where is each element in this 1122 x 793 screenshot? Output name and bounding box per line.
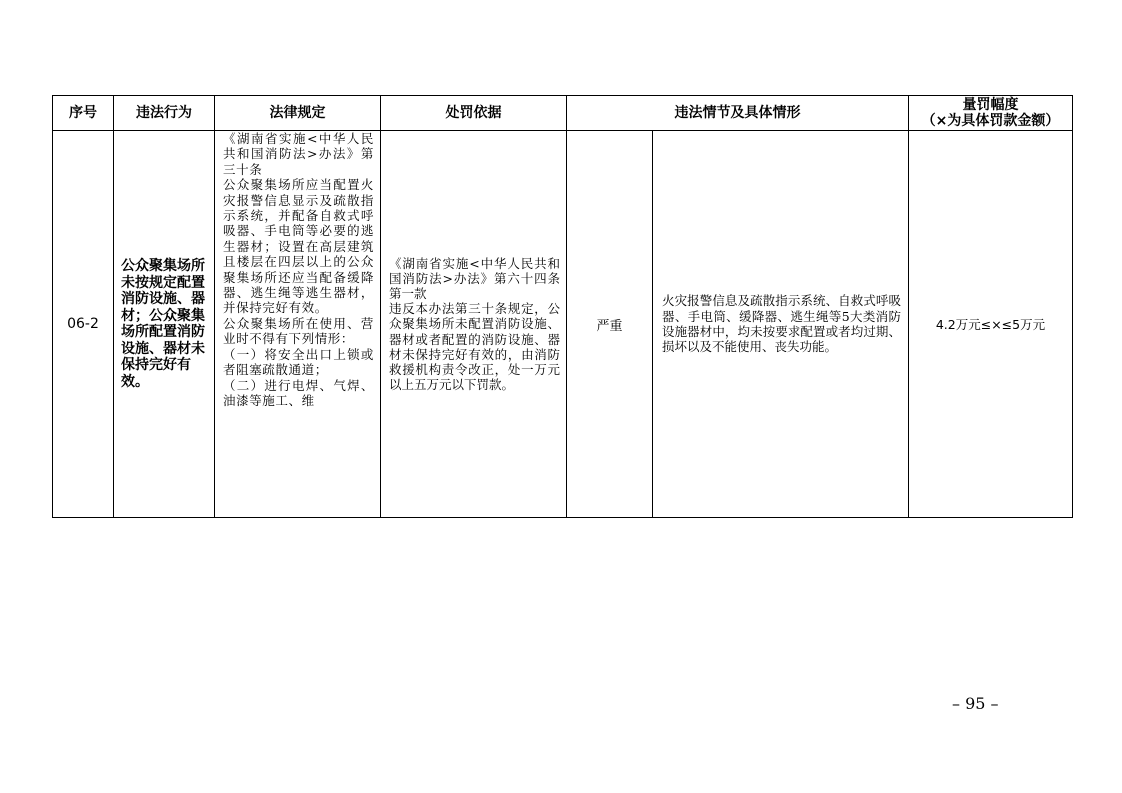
table-header-row [53,96,1073,131]
cell-seq: 06-2 [53,131,114,518]
cell-level: 严重 [567,131,653,518]
cell-basis: 《湖南省实施<中华人民共和国消防法>办法》第六十四条第一款 违反本办法第三十条规定，公众聚集场所未配置消防设施、器材或者配置的消防设施、器材未保持完好有效的，由消防救援机构责令改正，处一万元以上五万元以下罚款。 [381,131,567,518]
header-action: 违法行为 [114,96,215,131]
cell-law-text: 《湖南省实施<中华人民共和国消防法>办法》第三十条 公众聚集场所应当配置火灾报警信息显示及疏散指示系统，并配备自救式呼吸器、手电筒等必要的逃生器材；设置在高层建筑且楼层在四层以上的公众聚集场所还应当配备缓降器、逃生绳等逃生器材，并保持完好有效。 公众聚集场所在使用、营业时不得有下列情形： （一）将安全出口上锁或者阻塞疏散通道； （二）进行电焊、气焊、油漆等施工、维 [223,131,374,408]
header-range-line1: 量罚幅度 [962,97,1019,113]
cell-law [215,131,381,518]
cell-action: 公众聚集场所未按规定配置消防设施、器材；公众聚集场所配置消防设施、器材未保持完好有效。 [114,131,215,518]
header-circumstances: 违法情节及具体情形 [567,96,909,131]
header-seq: 序号 [53,96,114,131]
header-range-line2: （×为具体罚款金额） [921,113,1060,129]
page-number: – 95 – [952,694,999,713]
header-range [909,96,1073,131]
header-basis: 处罚依据 [381,96,567,131]
cell-detail: 火灾报警信息及疏散指示系统、自救式呼吸器、手电筒、缓降器、逃生绳等5大类消防设施器材中，均未按要求配置或者均过期、损坏以及不能使用、丧失功能。 [653,131,909,518]
penalty-table [52,95,1073,518]
table-row [53,131,1073,518]
cell-range: 4.2万元≤×≤5万元 [909,131,1073,518]
header-law: 法律规定 [215,96,381,131]
